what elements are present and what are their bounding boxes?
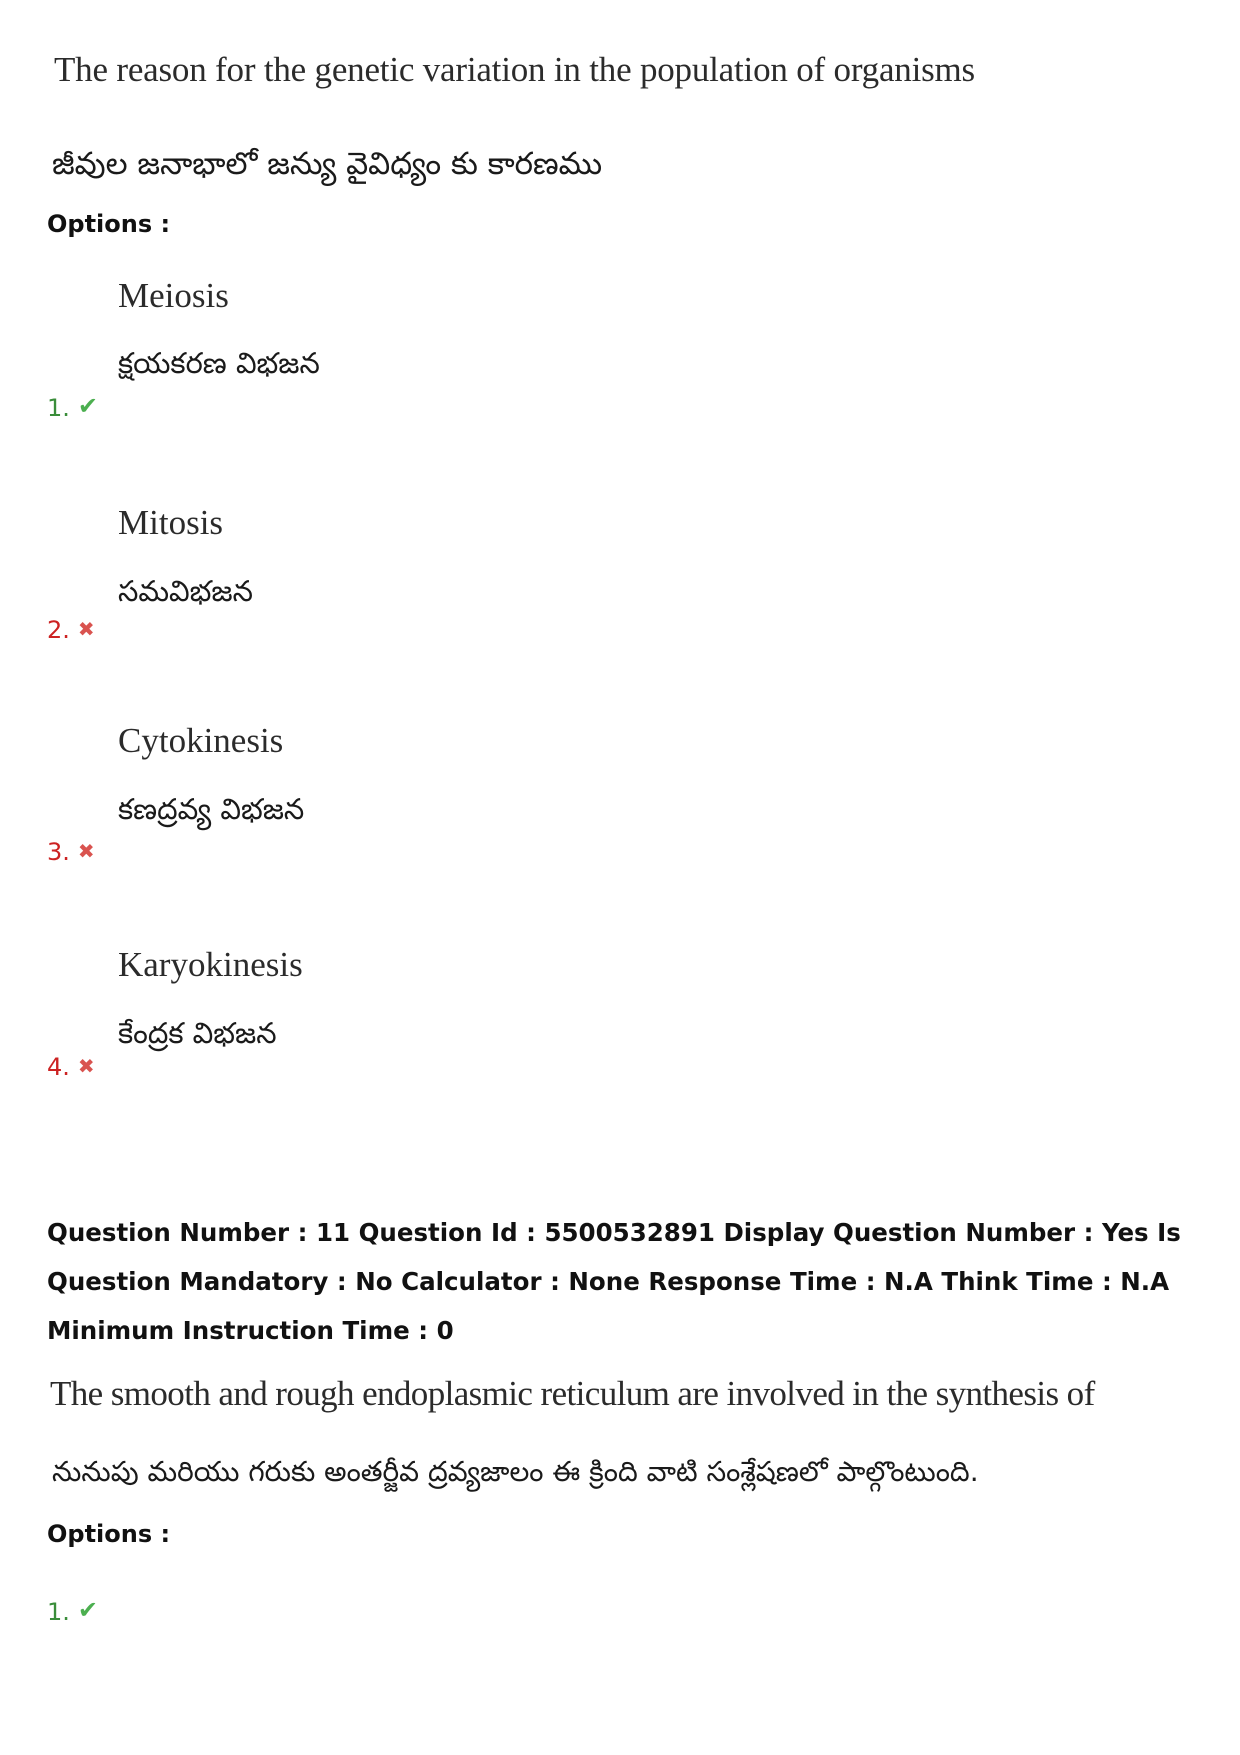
q2-option-1-number: 1. [47, 1598, 70, 1626]
question-2-text-telugu: నునుపు మరియు గరుకు అంతర్జీవ ద్రవ్యజాలం ఈ క్రింది వాటి సంశ్లేషణలో పాల్గొంటుంది. [52, 1455, 979, 1488]
option-3-number: 3. [47, 838, 70, 866]
check-icon: ✔ [77, 1598, 99, 1624]
cross-icon: ✖ [77, 619, 95, 641]
option-4-telugu: కేంద్రక విభజన [118, 1016, 277, 1050]
option-2-number: 2. [47, 616, 70, 644]
option-1-telugu: క్షయకరణ విభజన [118, 346, 320, 380]
option-3-number-row [47, 838, 95, 866]
question-2-options-label: Options : [47, 1520, 171, 1548]
cross-icon: ✖ [77, 1056, 95, 1078]
option-4-number-row [47, 1053, 95, 1081]
question-text-english: The reason for the genetic variation in the population of organisms [54, 50, 975, 89]
option-2-number-row [47, 616, 95, 644]
option-3-english: Cytokinesis [118, 721, 284, 760]
option-4-number: 4. [47, 1053, 70, 1081]
option-2-english: Mitosis [118, 503, 224, 542]
option-4-english: Karyokinesis [118, 945, 303, 984]
question-text-telugu: జీవుల జనాభాలో జన్యు వైవిధ్యం కు కారణము [52, 146, 603, 182]
option-1-number-row [47, 392, 98, 422]
option-1-english: Meiosis [118, 276, 229, 315]
question-meta: Question Number : 11 Question Id : 5500532891 Display Question Number : Yes Is Question Mandatory : No Calculator : None Response Time : N.A Think Time : N.A Minimum Instruction Time : 0 [47, 1218, 1181, 1345]
question-2-text-english: The smooth and rough endoplasmic reticulum are involved in the synthesis of [50, 1374, 1095, 1413]
q2-option-1-number-row [47, 1596, 98, 1626]
option-3-telugu: కణద్రవ్య విభజన [118, 792, 305, 826]
cross-icon: ✖ [77, 841, 95, 863]
check-icon: ✔ [77, 394, 99, 420]
option-2-telugu: సమవిభజన [118, 574, 253, 608]
options-label: Options : [47, 210, 171, 238]
option-1-number: 1. [47, 394, 70, 422]
